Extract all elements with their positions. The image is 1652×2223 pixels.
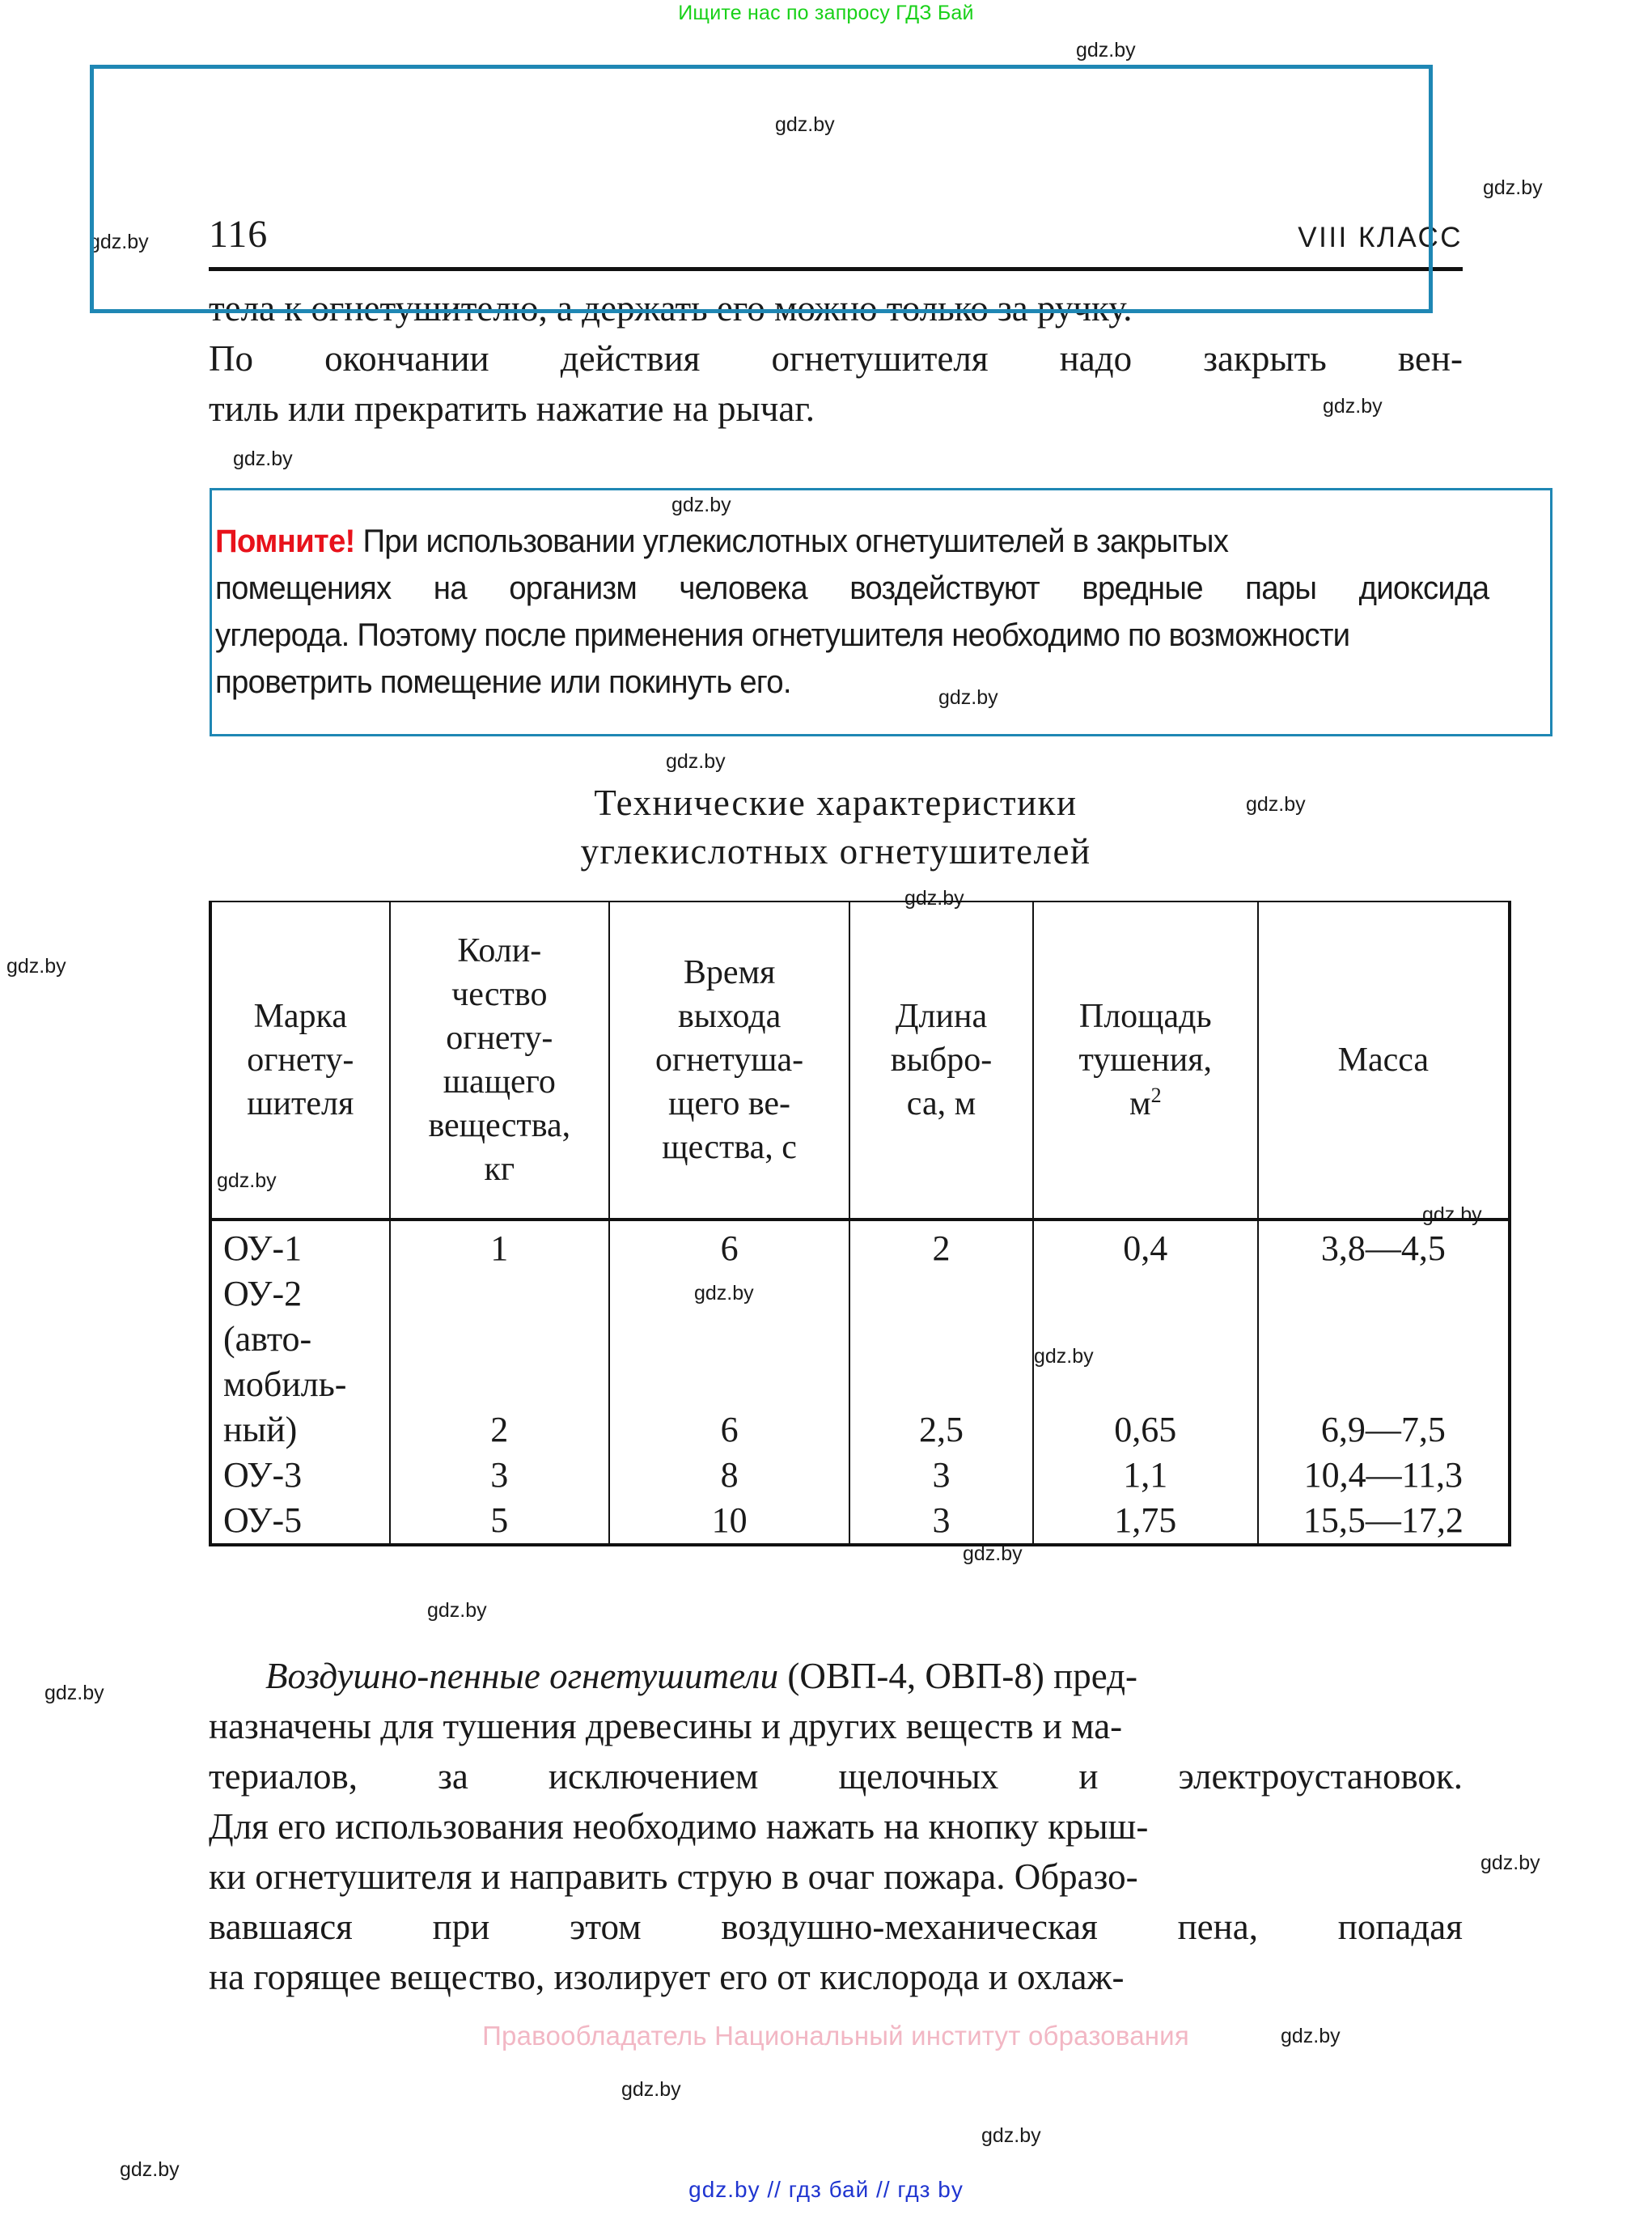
column-header-line: огнету- <box>446 1020 553 1057</box>
text-word: и <box>1078 1756 1099 1797</box>
text-word: окончании <box>324 338 489 379</box>
column-header <box>1033 902 1258 1220</box>
running-head <box>209 212 1463 257</box>
column-header-line: огнетуша- <box>655 1042 804 1079</box>
column-header-line: выбро- <box>890 1042 993 1079</box>
page-number: 116 <box>209 213 269 256</box>
text-line <box>215 518 1489 565</box>
text-word: вен- <box>1397 338 1463 379</box>
page-content <box>209 0 1489 2223</box>
remember-callout-text <box>215 518 1489 706</box>
text-word: огнетушителя <box>771 338 989 379</box>
cell-line: 1,1 <box>1123 1455 1168 1495</box>
column-header <box>1258 902 1510 1220</box>
text-word: диоксида <box>1358 571 1489 606</box>
text-line <box>209 1651 1463 1701</box>
text-word: При использовании углекислотных огнетушителей в закрытых <box>362 524 1229 559</box>
column-header <box>390 902 610 1220</box>
bottom-links-bar: gdz.by // гдз бай // гдз by <box>688 2177 964 2202</box>
cell-line: 6 <box>720 1410 739 1449</box>
column-header-line: Марка <box>253 998 347 1035</box>
watermark: gdz.by <box>938 686 998 709</box>
column-header-line: щества, с <box>662 1129 797 1166</box>
text-word: этом <box>570 1907 642 1947</box>
cell-line: ный) <box>223 1410 298 1449</box>
text-word: пары <box>1245 571 1317 606</box>
text-line: ки огнетушителя и направить струю в очаг пожара. Образо- <box>209 1856 1138 1897</box>
text-word: вавшаяся <box>209 1907 353 1947</box>
watermark: gdz.by <box>1480 1852 1540 1874</box>
cell-line: 6,9—7,5 <box>1320 1410 1446 1449</box>
cell-line: 8 <box>720 1455 739 1495</box>
text-word: при <box>432 1907 490 1947</box>
cell-line: ОУ-1 <box>223 1228 303 1268</box>
column-header-line: чество <box>451 976 548 1013</box>
text-word: (ОВП-4, ОВП-8) пред- <box>778 1656 1137 1696</box>
text-line: на горящее вещество, изолирует его от кислорода и охлаж- <box>209 1957 1125 1997</box>
watermark: gdz.by <box>671 494 731 516</box>
watermark: gdz.by <box>89 231 149 253</box>
watermark: gdz.by <box>666 750 726 773</box>
table-cell <box>849 1220 1033 1545</box>
text-word: организм <box>509 571 637 606</box>
cell-line: 3 <box>932 1500 951 1540</box>
table-caption <box>209 778 1463 876</box>
table-cell <box>609 1220 849 1545</box>
column-header-line: шащего <box>443 1063 556 1101</box>
text-word: щелочных <box>838 1756 999 1797</box>
column-header-line: огнету- <box>247 1042 354 1079</box>
cell-line: ОУ-2 <box>223 1274 303 1313</box>
watermark: gdz.by <box>233 448 293 470</box>
text-line <box>215 565 1489 612</box>
italic-lead: Воздушно-пенные огнетушители <box>265 1656 779 1696</box>
text-word: помещениях <box>215 571 392 606</box>
text-word: закрыть <box>1203 338 1327 379</box>
remember-box-inner-border <box>90 65 1433 313</box>
text-line: Для его использования необходимо нажать на кнопку крыш- <box>209 1806 1149 1847</box>
text-word: териалов, <box>209 1756 358 1797</box>
text-line <box>209 333 1463 384</box>
watermark: gdz.by <box>427 1599 487 1622</box>
column-header-line: са, м <box>906 1085 976 1122</box>
cell-line: 6 <box>720 1228 739 1268</box>
watermark: gdz.by <box>1034 1345 1094 1368</box>
watermark: gdz.by <box>44 1682 104 1704</box>
table-cell <box>210 1220 390 1545</box>
column-header-line: Длина <box>895 998 988 1035</box>
watermark: gdz.by <box>1323 395 1383 418</box>
paragraph-top <box>209 283 1463 434</box>
cell-line: 5 <box>490 1500 509 1540</box>
watermark: gdz.by <box>120 2158 180 2181</box>
specs-table-head <box>210 902 1510 1220</box>
cell-line: 15,5—17,2 <box>1303 1500 1464 1540</box>
column-header <box>849 902 1033 1220</box>
cell-line: мобиль- <box>223 1364 347 1404</box>
cell-line: 10 <box>711 1500 748 1540</box>
table-row <box>210 1220 1510 1545</box>
specs-table <box>209 901 1511 1546</box>
table-header-row <box>210 902 1510 1220</box>
text-line: проветрить помещение или покинуть его. <box>215 664 791 700</box>
watermark: gdz.by <box>981 2124 1041 2147</box>
cell-line: 3 <box>932 1455 951 1495</box>
cell-line: ОУ-5 <box>223 1500 303 1540</box>
column-header-line: вещества, <box>428 1107 571 1144</box>
text-word: исключением <box>548 1756 759 1797</box>
watermark: gdz.by <box>963 1542 1023 1565</box>
watermark: gdz.by <box>775 113 835 136</box>
watermark: gdz.by <box>1246 793 1306 816</box>
remember-label: Помните! <box>215 524 363 559</box>
text-line: тиль или прекратить нажатие на рычаг. <box>209 388 815 429</box>
text-word: надо <box>1059 338 1133 379</box>
watermark: gdz.by <box>621 2078 681 2101</box>
watermark: gdz.by <box>217 1169 277 1192</box>
promo-banner: Ищите нас по запросу ГДЗ Бай <box>678 2 974 24</box>
text-word: попадая <box>1337 1907 1463 1947</box>
cell-line: (авто- <box>223 1319 312 1359</box>
superscript: 2 <box>1150 1084 1162 1107</box>
cell-line: 0,4 <box>1123 1228 1168 1268</box>
text-word: человека <box>679 571 807 606</box>
text-word: пена, <box>1177 1907 1258 1947</box>
watermark: gdz.by <box>904 887 964 910</box>
column-header-line: выхода <box>677 998 782 1035</box>
table-cell <box>1258 1220 1510 1545</box>
watermark: gdz.by <box>1422 1203 1482 1226</box>
column-header-line: Коли- <box>457 932 542 969</box>
text-word: воздействуют <box>849 571 1040 606</box>
column-header-line: Площадь <box>1078 998 1212 1035</box>
watermark: gdz.by <box>1483 176 1543 199</box>
cell-line: 3 <box>490 1455 509 1495</box>
running-head-title: VIII КЛАСС <box>1298 222 1463 253</box>
column-header <box>609 902 849 1220</box>
column-header-line: кг <box>484 1151 515 1188</box>
column-header-line: шителя <box>247 1085 354 1122</box>
text-word: вредные <box>1082 571 1203 606</box>
table-cell <box>1033 1220 1258 1545</box>
text-word: По <box>209 338 253 379</box>
cell-line: 2,5 <box>918 1410 964 1449</box>
text-word: воздушно-механическая <box>721 1907 1098 1947</box>
text-line <box>209 1902 1463 1952</box>
watermark: gdz.by <box>6 955 66 978</box>
column-header-line: Масса <box>1337 1042 1430 1079</box>
text-line: тела к огнетушителю, а держать его можно только за ручку. <box>209 288 1133 329</box>
caption-line: Технические характеристики <box>594 783 1078 823</box>
paragraph-bottom <box>209 1651 1463 2002</box>
cell-line: 1,75 <box>1114 1500 1177 1540</box>
column-header-line: тушения, <box>1078 1042 1213 1079</box>
copyright-notice: Правообладатель Национальный институт образования <box>482 2021 1189 2051</box>
text-line <box>209 1751 1463 1801</box>
cell-line: 3,8—4,5 <box>1320 1228 1446 1268</box>
cell-line: 10,4—11,3 <box>1303 1455 1464 1495</box>
text-word: на <box>433 571 467 606</box>
cell-line: 1 <box>490 1228 509 1268</box>
watermark: gdz.by <box>1076 39 1136 62</box>
column-header-line: Время <box>683 954 776 991</box>
watermark: gdz.by <box>1281 2025 1341 2047</box>
column-header <box>210 902 390 1220</box>
text-word: действия <box>560 338 701 379</box>
text-word: за <box>438 1756 468 1797</box>
cell-line: ОУ-3 <box>223 1455 303 1495</box>
header-rule <box>209 267 1463 271</box>
text-line: назначены для тушения древесины и других веществ и ма- <box>209 1706 1123 1746</box>
cell-line: 2 <box>932 1228 951 1268</box>
cell-line: 0,65 <box>1114 1410 1177 1449</box>
caption-line: углекислотных огнетушителей <box>580 831 1091 872</box>
column-header-line: $м^2$ <box>1129 1084 1162 1122</box>
table-cell <box>390 1220 610 1545</box>
watermark: gdz.by <box>694 1282 754 1305</box>
text-line: углерода. Поэтому после применения огнетушителя необходимо по возможности <box>215 617 1350 653</box>
text-word: электроустановок. <box>1178 1756 1463 1797</box>
column-header-line: щего ве- <box>668 1085 791 1122</box>
specs-table-body <box>210 1220 1510 1545</box>
cell-line: 2 <box>490 1410 509 1449</box>
